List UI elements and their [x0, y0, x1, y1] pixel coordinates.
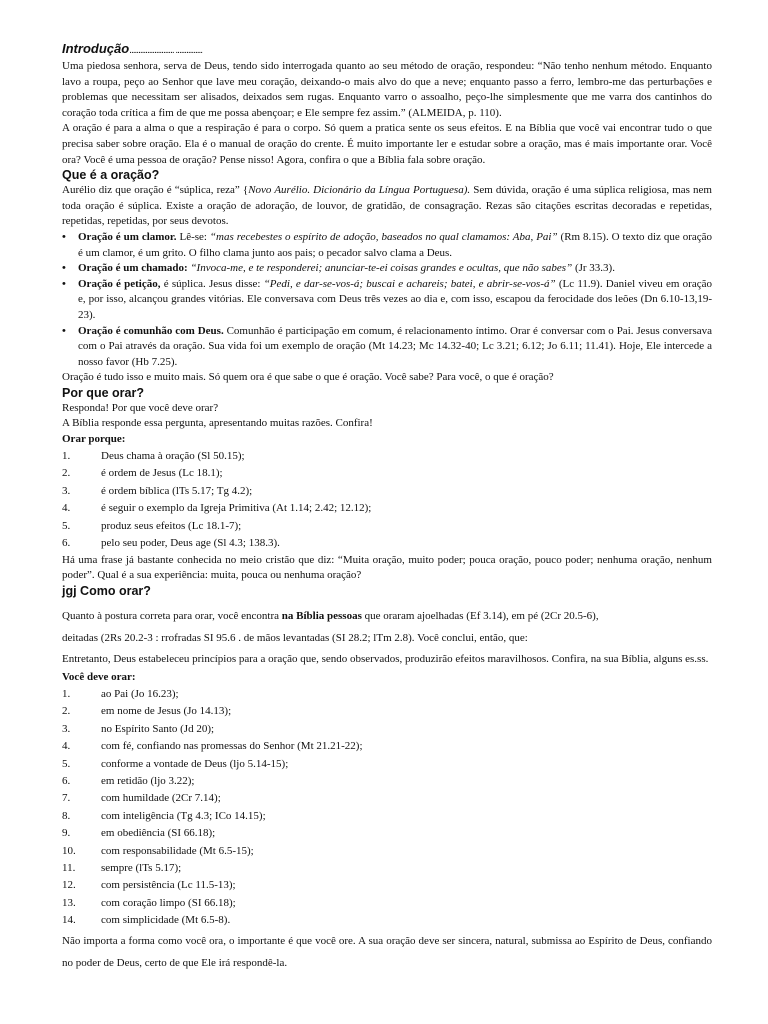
list-item: 2. é ordem de Jesus (Lc 18.1);: [62, 467, 223, 480]
list-item: 6. pelo seu poder, Deus age (Sl 4.3; 138.3).: [62, 537, 280, 550]
list-item: 1. Deus chama à oração (Sl 50.15);: [62, 449, 245, 462]
list-item: 4. com fé, confiando nas promessas do Senhor (Mt 21.21-22);: [62, 740, 363, 753]
how-closing: Não importa a forma como você ora, o importante é que você ore. A sua oração deve ser sincera, natural, submissa ao Espírito de Deus, confiando no poder de Deus, certo de que Ele irá respondê-la.: [62, 934, 712, 969]
list-item: 7. com humildade (2Cr 7.14);: [62, 792, 221, 805]
list-item: 10. com responsabilidade (Mt 6.5-15);: [62, 844, 254, 857]
list-item: • Oração é um chamado: “Invoca-me, e te responderei; anunciar-te-ei coisas grandes e ocultas, que não sabes” (Jr 33.3).: [62, 261, 712, 277]
list-item: • Oração é petição, é súplica. Jesus disse: “Pedi, e dar-se-vos-á; buscai e achareis; batei, e abrir-se-vos-á” (Lc 11.9). Daniel viveu em oração e, por isso, alcançou grandes vitórias. Ele conversava com Deus três vezes ao dia e, com isso, escapou da ferocidade dos leões (Dn 6.10-13,19-23).: [62, 277, 712, 321]
what-closing: Oração é tudo isso e muito mais. Só quem ora é que sabe o que é oração. Você sabe? Para você, o que é oração?: [62, 371, 554, 384]
why-closing: Há uma frase já bastante conhecida no meio cristão que diz: “Muita oração, muito poder; pouca oração, pouco poder; nenhuma oração, nenhum poder”. Qual é a sua experiência: muita, pouca ou nenhuma oração?: [62, 553, 712, 582]
list-item: 5. produz seus efeitos (Lc 18.1-7);: [62, 519, 242, 532]
heading-introducao: [62, 40, 712, 59]
how-subheading: Você deve orar:: [62, 671, 136, 684]
how-paragraph-1: Quanto à postura correta para orar, você encontra na Bíblia pessoas que oraram ajoelhadas (Ef 3.14), em pé (2Cr 20.5-6),: [62, 609, 599, 622]
dictionary-reference: Novo Aurélio. Dicionário da Língua Portuguesa).: [248, 184, 471, 197]
list-item: 6. em retidão (ljo 3.22);: [62, 774, 195, 787]
definition-list: [62, 230, 712, 370]
what-paragraph-1: Aurélio diz que oração é “súplica, reza” {Novo Aurélio. Dicionário da Língua Portuguesa). Sem dúvida, oração é uma súplica religiosa, mas nem toda oração é súplica. Existe a oração de adoração, de louvor, de gratidão, de consagração. Rezas são citações escritas decoradas e repetidas, repetidas, repetidas, por seus devotos.: [62, 184, 712, 228]
list-item: • Oração é comunhão com Deus. Comunhão é participação em comum, é relacionamento íntimo. Orar é conversar com o Pai. Jesus conversava com o Pai através da oração. Sua vida foi um exemplo de oração (Mt 14.23; Mc 14.32-40; Lc 3.21; 6.12; Jo 6.11; 11.41). Hoje, Ele intercede a nosso favor (Hb 7.25).: [62, 324, 712, 368]
bullet-icon: •: [62, 262, 66, 275]
list-item: 9. em obediência (SI 66.18);: [62, 827, 216, 840]
intro-paragraph-1: Uma piedosa senhora, serva de Deus, tendo sido interrogada quanto ao seu método de oração, respondeu: “Não tenho nenhum método. Enquanto lavo a roupa, peço ao Senhor que lave meu coração, deixando-o mais alvo do que a neve; enquanto passo a ferro, lembro-me das perturbações e problemas que necessitam ser alisados, deixados sem rugas. Enquanto varro o assoalho, peço-lhe simplesmente que me varra dos cantinhos do coração toda crítica a fim de que me possa abençoar; e Ele sempre fez assim.” (ALMEIDA, p. 110).: [62, 60, 712, 119]
list-item: 13. com coração limpo (SI 66.18);: [62, 896, 236, 909]
heading-text: Introdução: [62, 41, 130, 56]
heading-por-que-orar: Por que orar?: [62, 385, 144, 400]
bullet-icon: •: [62, 230, 66, 243]
list-item: 3. é ordem bíblica (lTs 5.17; Tg 4.2);: [62, 484, 253, 497]
heading-dots: ......................... ...............: [129, 45, 203, 56]
why-line-1: Responda! Por que você deve orar?: [62, 401, 219, 414]
list-item: 4. é seguir o exemplo da Igreja Primitiva (At 1.14; 2.42; 12.12);: [62, 502, 372, 515]
list-item: 2. em nome de Jesus (Jo 14.13);: [62, 705, 232, 718]
bullet-icon: •: [62, 277, 66, 290]
list-item: 5. conforme a vontade de Deus (ljo 5.14-15);: [62, 757, 289, 770]
heading-que-e-a-oracao: Que é a oração?: [62, 168, 160, 183]
why-numbered-list: [62, 448, 712, 553]
intro-paragraph-2: A oração é para a alma o que a respiração é para o corpo. Só quem a pratica sente os seus efeitos. E na Bíblia que você vai encontrar tudo o que precisa saber sobre oração. Ela é o manual de oração do crente. É muito importante ler e estudar sobre a oração, mas é mais importante orar. Você ora? Você é uma pessoa de oração? Pense nisso! Agora, confira o que a Bíblia fala sobre oração.: [62, 122, 712, 166]
list-item: 3. no Espírito Santo (Jd 20);: [62, 722, 215, 735]
heading-como-orar: jgj Como orar?: [62, 583, 151, 598]
list-item: 8. com inteligência (Tg 4.3; ICo 14.15);: [62, 809, 266, 822]
list-item: 1. ao Pai (Jo 16.23);: [62, 688, 179, 701]
how-paragraph-2: deitadas (2Rs 20.2-3 : rrofradas SI 95.6 . de mãos levantadas (SI 28.2; lTm 2.8). Você conclui, então, que:: [62, 631, 528, 644]
list-item: 14. com simplicidade (Mt 6.5-8).: [62, 914, 231, 927]
how-paragraph-3: Entretanto, Deus estabeleceu princípios para a oração que, sendo observados, produzirão efeitos maravilhosos. Confira, na sua Bíblia, alguns es.ss.: [62, 652, 709, 665]
list-item: • Oração é um clamor. Lê-se: “mas recebestes o espírito de adoção, baseados no qual clamamos: Aba, Pai” (Rm 8.15). O texto diz que oração é um clamor, é um grito. O filho clama junto aos pais; o pecador salvo clama a Deus.: [62, 230, 712, 259]
list-item: 11. sempre (lTs 5.17);: [62, 861, 182, 874]
document-page: [62, 40, 712, 974]
why-subheading: Orar porque:: [62, 433, 126, 446]
bullet-icon: •: [62, 324, 66, 337]
why-line-2: A Bíblia responde essa pergunta, apresentando muitas razões. Confira!: [62, 417, 373, 430]
how-numbered-list: [62, 686, 712, 929]
list-item: 12. com persistência (Lc 11.5-13);: [62, 879, 236, 892]
